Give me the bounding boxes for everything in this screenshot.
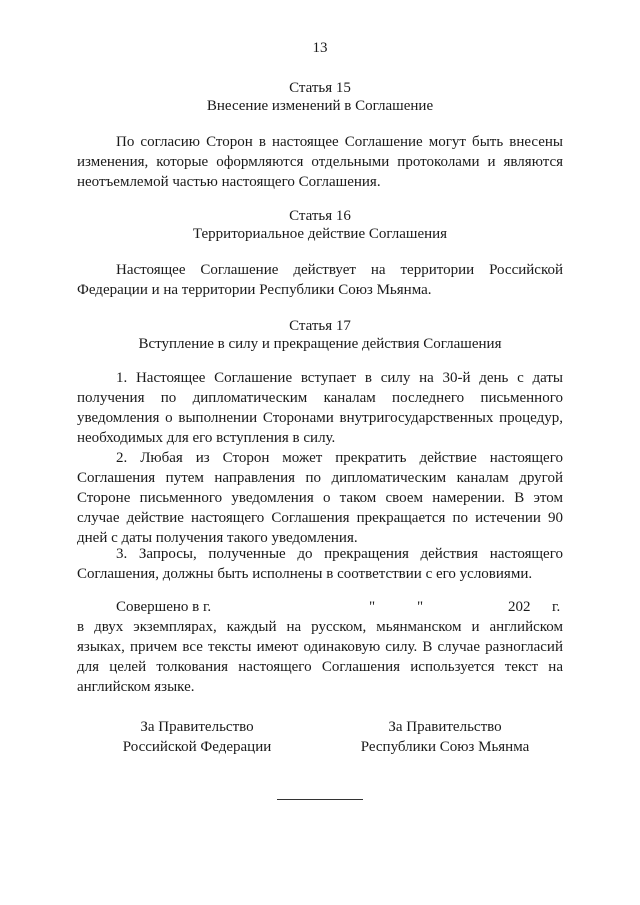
date-quote-close: " xyxy=(417,599,424,615)
article-16-text: Настоящее Соглашение действует на территории Российской Федерации и на территории Республики Союз Мьянма. xyxy=(77,262,563,298)
article-15-number: Статья 15 xyxy=(289,80,351,96)
article-15-title: Внесение изменений в Соглашение xyxy=(206,98,434,114)
article-16-number: Статья 16 xyxy=(289,208,351,224)
signature-myanmar-line-1: За Правительство xyxy=(388,719,502,735)
article-15-text: По согласию Сторон в настоящее Соглашение могут быть внесены изменения, которые оформляются отдельными протоколами и являются неотъемлемой частью настоящего Соглашения. xyxy=(77,134,563,190)
signature-myanmar-line-2: Республики Союз Мьянма xyxy=(360,739,530,755)
date-quote-open: " xyxy=(369,599,376,615)
closing-text: в двух экземплярах, каждый на русском, мьянманском и английском языках, причем все тексты имеют одинаковую силу. В случае разногласий для целей толкования настоящего Соглашения используется текст на английском языке. xyxy=(77,619,563,695)
article-17-number: Статья 17 xyxy=(289,318,351,334)
article-17-title: Вступление в силу и прекращение действия Соглашения xyxy=(138,336,502,352)
year-suffix: г. xyxy=(552,599,561,615)
article-17-paragraph-3: 3. Запросы, полученные до прекращения действия настоящего Соглашения, должны быть исполнены в соответствии с его условиями. xyxy=(77,546,563,582)
page-number: 13 xyxy=(312,40,328,56)
signature-russia-line-2: Российской Федерации xyxy=(122,739,272,755)
article-16-title: Территориальное действие Соглашения xyxy=(192,226,448,242)
article-17-paragraph-2: 2. Любая из Сторон может прекратить действие настоящего Соглашения путем направления по дипломатическим каналам другой Стороне письменного уведомления о таком своем намерении. В этом случае действие настоящего Соглашения прекращается по истечении 90 дней с даты получения такого уведомления. xyxy=(77,450,563,546)
article-17-paragraph-1: 1. Настоящее Соглашение вступает в силу на 30-й день с даты получения по дипломатическим каналам последнего письменного уведомления о выполнении Сторонами внутригосударственных процедур, необходимых для его вступления в силу. xyxy=(77,370,563,446)
signature-russia-line-1: За Правительство xyxy=(140,719,254,735)
signature-block-russia xyxy=(112,717,282,757)
signature-block-myanmar xyxy=(350,717,540,757)
done-at-line xyxy=(77,597,563,617)
done-at-prefix: Совершено в г. xyxy=(116,599,212,615)
year-text: 202 xyxy=(508,599,531,615)
end-divider xyxy=(277,799,363,800)
